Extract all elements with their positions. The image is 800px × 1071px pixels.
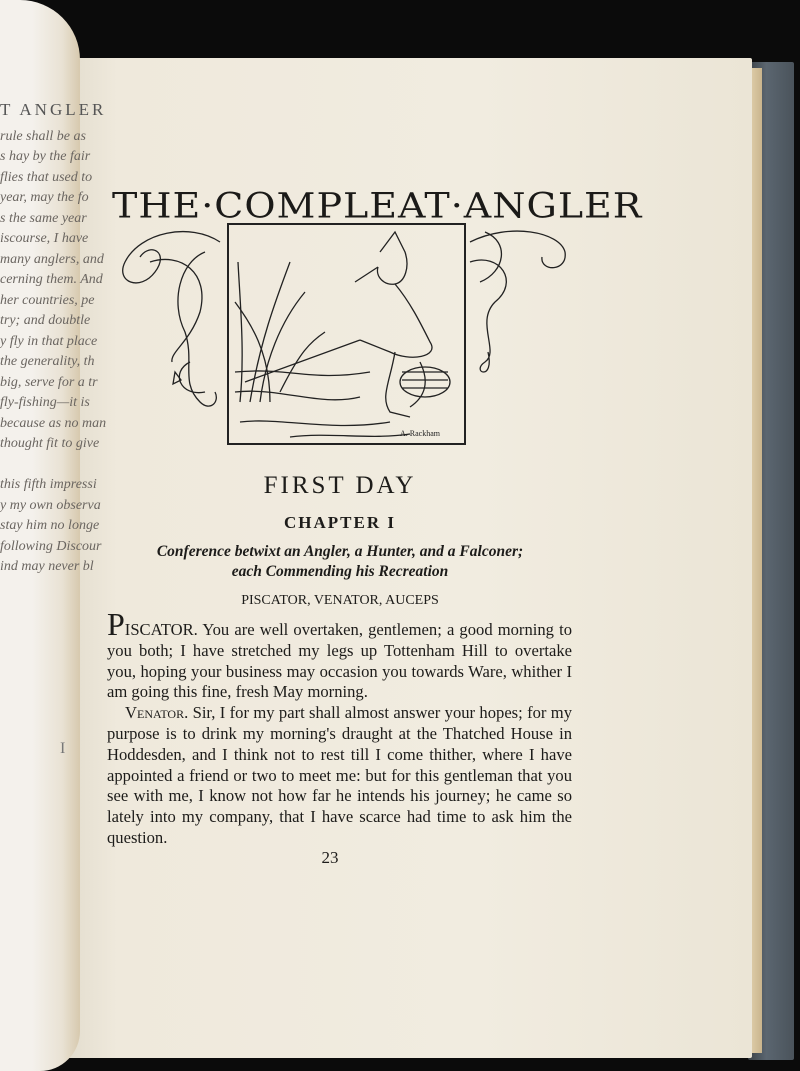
left-page-line: s hay by the fair — [0, 149, 91, 164]
left-page-text — [0, 100, 107, 578]
left-page-line: year, may the fo — [0, 190, 89, 205]
left-page-line: rule shall be as — [0, 128, 86, 144]
left-page-line: this fifth impressi — [0, 477, 97, 492]
left-page-line: the generality, th — [0, 354, 95, 369]
speaker-name: ISCATOR. — [124, 620, 198, 639]
left-page-number: I — [60, 740, 66, 757]
chapter-subtitle — [100, 542, 580, 582]
left-page-line: s the same year — [0, 210, 87, 226]
subtitle-line: each Commending his Recreation — [231, 563, 449, 580]
paragraph-text: Sir, I for my part shall almost answer your hopes; for my purpose is to drink my morning's draught at the Thatched House in Hoddesden, and I think not to rest till I come thither, where I have appointed a friend or two to meet me: but for this gentleman that you see with me, I know not how far he intends his journey; he came so lately into my company, that I have scarce had time to ask him the question. — [107, 703, 572, 847]
rackham-illustration — [110, 222, 580, 450]
left-page-line: following Discour — [0, 538, 102, 554]
illustration-signature: A. Rackham — [400, 429, 440, 438]
speaker-name: Venator. — [125, 703, 189, 723]
paragraph — [107, 606, 572, 703]
left-page-line: thought fit to give — [0, 436, 100, 451]
left-page-line: y my own observa — [0, 497, 101, 513]
left-page-line: iscourse, I have — [0, 231, 89, 246]
paragraph — [107, 703, 572, 849]
left-page-line: stay him no longe — [0, 518, 100, 533]
left-page-line: cerning them. And — [0, 272, 103, 287]
left-page-line: y fly in that place — [0, 333, 98, 349]
speakers-list: PISCATOR, VENATOR, AUCEPS — [241, 593, 439, 608]
left-page-line: try; and doubtle — [0, 313, 91, 328]
page-number: 23 — [321, 848, 339, 867]
body-text — [107, 606, 572, 849]
subtitle-line: Conference betwixt an Angler, a Hunter, and a Falconer; — [156, 543, 524, 560]
left-page-line: because as no man — [0, 415, 107, 431]
left-page-line: big, serve for a tr — [0, 374, 98, 390]
day-heading: FIRST DAY — [263, 472, 417, 499]
left-page-line — [0, 455, 90, 476]
paragraph-text: You are well overtaken, gentlemen; a good morning to you both; I have stretched my legs up Tottenham Hill to overtake you, hoping your business may occasion you towards Ware, whither I am going this fine, fresh May morning. — [107, 620, 572, 702]
chapter-heading: CHAPTER I — [284, 513, 396, 532]
left-running-head: T ANGLER — [0, 100, 107, 119]
left-page-line: many anglers, and — [0, 251, 104, 267]
book-title: THE·COMPLEAT·ANGLER — [112, 186, 643, 226]
left-page-line: her countries, pe — [0, 292, 95, 308]
left-page — [0, 0, 107, 1071]
left-page-line: fly-fishing—it is — [0, 395, 90, 410]
left-page-line: ind may never bl — [0, 559, 94, 574]
drop-cap: P — [107, 606, 125, 642]
left-page-line: flies that used to — [0, 169, 93, 185]
